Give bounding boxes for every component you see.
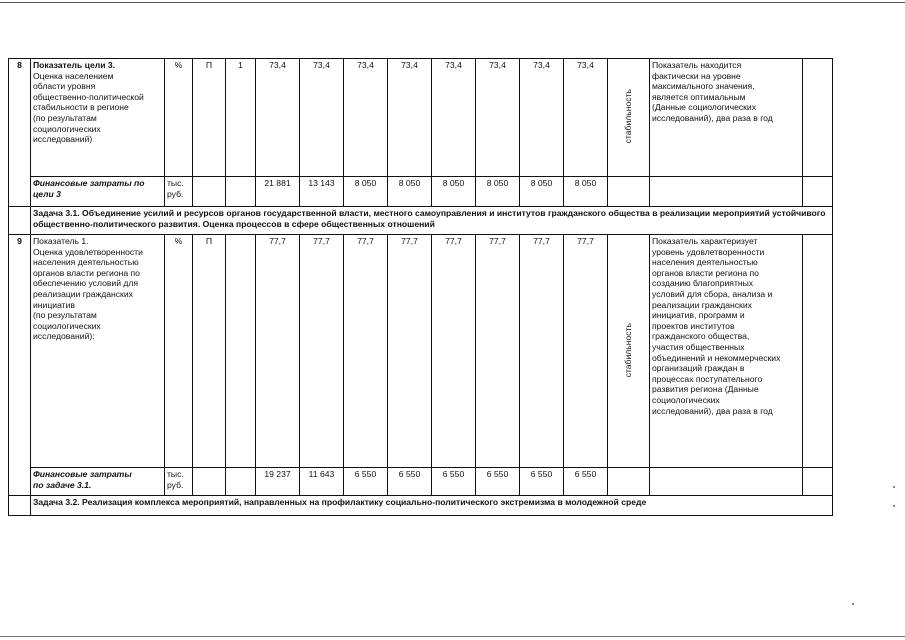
value-cell: 73,4 bbox=[344, 59, 388, 177]
value-cell: 77,7 bbox=[388, 235, 432, 468]
finance-value: 8 050 bbox=[564, 177, 608, 207]
empty-cell bbox=[226, 177, 256, 207]
table-row bbox=[9, 496, 833, 516]
unit-cell: % bbox=[165, 59, 193, 177]
type-cell: П bbox=[193, 59, 226, 177]
finance-unit: тыс. руб. bbox=[165, 468, 193, 496]
empty-cell bbox=[226, 468, 256, 496]
task-heading: Задача 3.1. Объединение усилий и ресурсов органов государственной власти, местного самоуправления и институтов гражданского общества в реализации мероприятий устойчивого общественно-политического развития. Оценка процессов в сфере общественных отношений bbox=[31, 207, 833, 235]
value-cell: 77,7 bbox=[520, 235, 564, 468]
finance-value: 8 050 bbox=[344, 177, 388, 207]
finance-label: Финансовые затраты по цели 3 bbox=[31, 177, 165, 207]
trend-label: стабильность bbox=[623, 322, 634, 377]
finance-label: Финансовые затраты по задаче 3.1. bbox=[31, 468, 165, 496]
finance-value: 8 050 bbox=[520, 177, 564, 207]
finance-value: 8 050 bbox=[432, 177, 476, 207]
finance-value: 8 050 bbox=[476, 177, 520, 207]
empty-cell bbox=[9, 207, 31, 235]
finance-unit: тыс. руб. bbox=[165, 177, 193, 207]
comment-cell: Показатель находится фактически на уровне максимального значения, является оптимальным (Данные социологических исследований), два раза в год bbox=[650, 59, 803, 177]
table-row bbox=[9, 468, 833, 496]
finance-value: 6 550 bbox=[564, 468, 608, 496]
empty-cell bbox=[803, 468, 833, 496]
row-number-cell bbox=[9, 235, 31, 496]
empty-cell bbox=[193, 177, 226, 207]
value-cell: 73,4 bbox=[520, 59, 564, 177]
table-row bbox=[9, 207, 833, 235]
trend-cell bbox=[608, 59, 650, 177]
row-number: 8 bbox=[17, 60, 22, 70]
indicator-text: Оценка населением области уровня общественно-политической стабильности в регионе (по результатам социологических исследований) bbox=[33, 70, 144, 145]
comment-cell: Показатель характеризует уровень удовлетворенности населения деятельностью органов власти региона по созданию благоприятных условий для сбора, анализа и реализации гражданских инициатив, программ и проектов институтов гражданского общества, участия общественных объединений и некоммерческих организаций граждан в процессах поступательного развития региона (Данные социологических исследований), два раза в год bbox=[650, 235, 803, 468]
table-row bbox=[9, 177, 833, 207]
table-row bbox=[9, 59, 833, 177]
value-cell: 77,7 bbox=[476, 235, 520, 468]
indicators-table bbox=[8, 58, 833, 516]
trend-cell bbox=[608, 235, 650, 468]
finance-value: 6 550 bbox=[344, 468, 388, 496]
finance-value: 6 550 bbox=[476, 468, 520, 496]
empty-cell bbox=[803, 59, 833, 177]
finance-value: 13 143 bbox=[300, 177, 344, 207]
finance-value: 6 550 bbox=[388, 468, 432, 496]
indicator-cell bbox=[31, 235, 165, 468]
row-number: 9 bbox=[17, 236, 22, 246]
finance-value: 6 550 bbox=[520, 468, 564, 496]
value-cell: 77,7 bbox=[432, 235, 476, 468]
value-cell: 77,7 bbox=[300, 235, 344, 468]
value-cell: 77,7 bbox=[564, 235, 608, 468]
trend-label: стабильность bbox=[623, 89, 634, 144]
indicator-title: Показатель цели 3. bbox=[33, 60, 116, 70]
finance-value: 11 643 bbox=[300, 468, 344, 496]
scan-speck bbox=[893, 505, 895, 507]
page-bottom-rule bbox=[0, 636, 905, 637]
scan-speck bbox=[893, 486, 895, 488]
unit-cell: % bbox=[165, 235, 193, 468]
value-cell: 77,7 bbox=[256, 235, 300, 468]
value-cell: 73,4 bbox=[432, 59, 476, 177]
empty-cell bbox=[193, 468, 226, 496]
row-number-cell bbox=[9, 59, 31, 207]
col4-cell bbox=[226, 235, 256, 468]
scan-speck bbox=[852, 603, 854, 605]
value-cell: 73,4 bbox=[300, 59, 344, 177]
indicator-title: Показатель 1. bbox=[33, 236, 89, 246]
empty-cell bbox=[650, 468, 803, 496]
page-top-rule bbox=[0, 2, 905, 3]
table-row bbox=[9, 235, 833, 468]
empty-cell bbox=[650, 177, 803, 207]
finance-value: 8 050 bbox=[388, 177, 432, 207]
indicator-cell bbox=[31, 59, 165, 177]
value-cell: 77,7 bbox=[344, 235, 388, 468]
value-cell: 73,4 bbox=[256, 59, 300, 177]
value-cell: 73,4 bbox=[388, 59, 432, 177]
finance-value: 21 881 bbox=[256, 177, 300, 207]
empty-cell bbox=[803, 177, 833, 207]
empty-cell bbox=[803, 235, 833, 468]
empty-cell bbox=[9, 496, 31, 516]
empty-cell bbox=[608, 468, 650, 496]
empty-cell bbox=[608, 177, 650, 207]
col4-cell: 1 bbox=[226, 59, 256, 177]
type-cell: П bbox=[193, 235, 226, 468]
value-cell: 73,4 bbox=[476, 59, 520, 177]
finance-value: 19 237 bbox=[256, 468, 300, 496]
value-cell: 73,4 bbox=[564, 59, 608, 177]
task-heading: Задача 3.2. Реализация комплекса мероприятий, направленных на профилактику социально-политического экстремизма в молодежной среде bbox=[31, 496, 833, 516]
indicator-text: Оценка удовлетворенности населения деятельностью органов власти региона по обеспечению условий для реализации гражданских инициатив (по результатам социологических исследований): bbox=[33, 246, 143, 342]
finance-value: 6 550 bbox=[432, 468, 476, 496]
